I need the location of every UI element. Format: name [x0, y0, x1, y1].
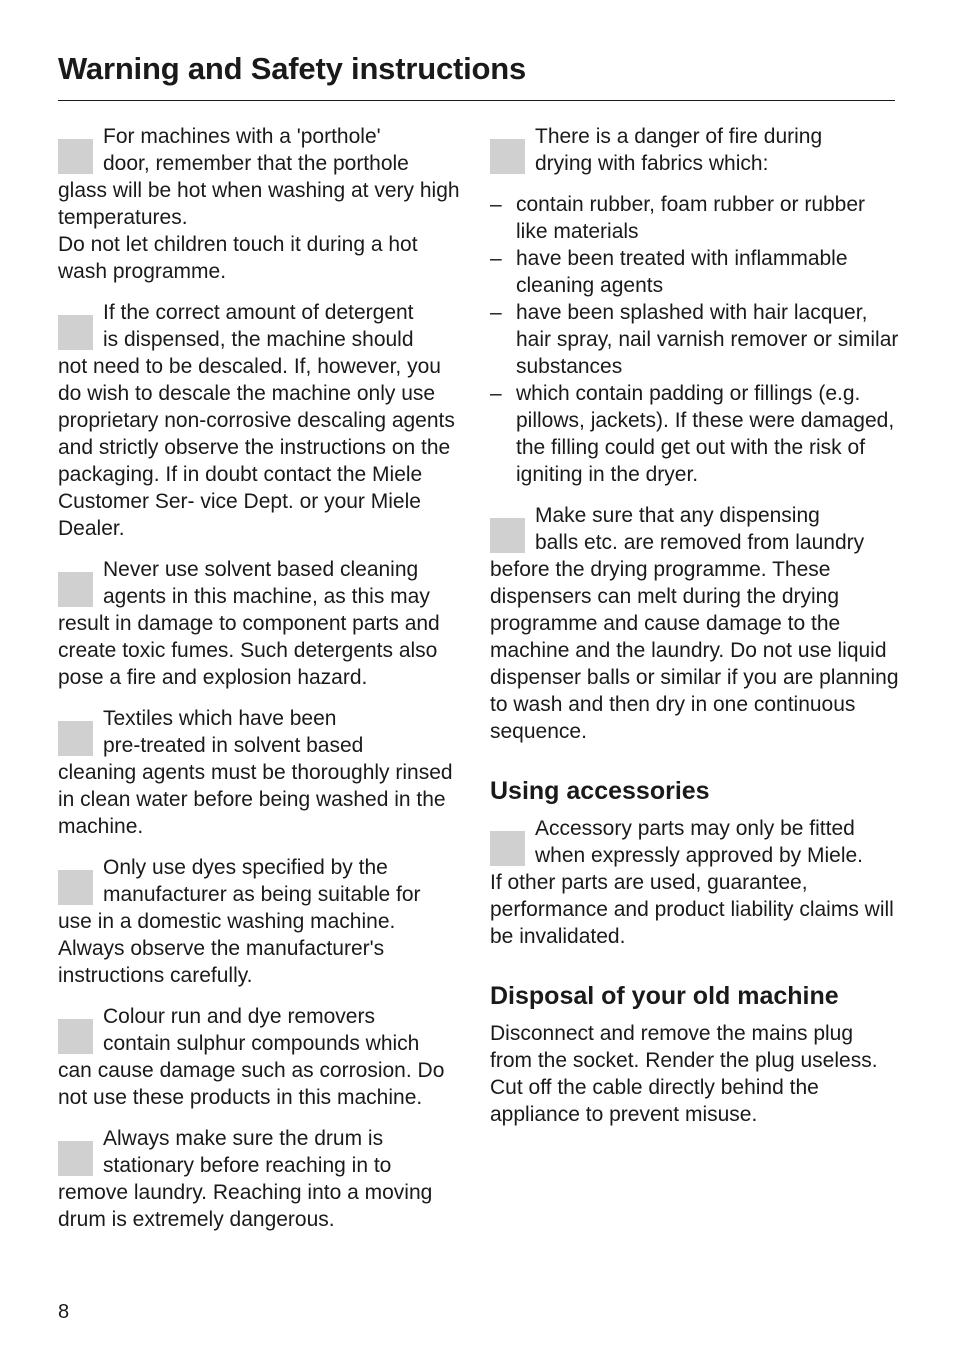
list-item-text: have been treated with inflammable cleaning agents: [516, 247, 848, 297]
warning-item-fire: [490, 123, 900, 177]
warning-item-porthole: [58, 123, 463, 285]
warning-text-line: Always make sure the drum is: [103, 1127, 384, 1150]
list-item-text: which contain padding or fillings (e.g. pillows, jackets). If these were damaged, the filling could get out with the risk of igniting in the dryer.: [516, 382, 895, 486]
warning-text: use in a domestic washing machine. Always observe the manufacturer's instructions carefully.: [58, 910, 396, 987]
warning-text: If other parts are used, guarantee, performance and product liability claims will be invalidated.: [490, 871, 894, 948]
list-item-text: have been splashed with hair lacquer, hair spray, nail varnish remover or similar substances: [516, 301, 899, 378]
warning-text: result in damage to component parts and create toxic fumes. Such detergents also pose a fire and explosion hazard.: [58, 612, 440, 689]
warning-text-line: Only use dyes specified by the: [103, 856, 388, 879]
page-number: 8: [58, 1301, 70, 1323]
warning-text: Do not let children touch it during a hot wash programme.: [58, 233, 418, 283]
warning-text-line: stationary before reaching in to: [103, 1154, 392, 1177]
list-item: [490, 380, 900, 488]
warning-item-dispensing-balls: [490, 502, 900, 745]
warning-item-solvent: [58, 556, 463, 691]
warning-text-line: drying with fabrics which:: [535, 152, 769, 175]
right-column: [490, 123, 900, 1128]
warning-square-icon: [58, 139, 93, 174]
warning-item-dye-removers: [58, 1003, 463, 1111]
section-heading-disposal: Disposal of your old machine: [490, 982, 839, 1010]
warning-text-line: agents in this machine, as this may: [103, 585, 430, 608]
dash-bullet: –: [490, 382, 502, 405]
warning-square-icon: [490, 831, 525, 866]
list-item: [490, 191, 900, 245]
warning-item-textiles: [58, 705, 463, 840]
warning-text-line: There is a danger of fire during: [535, 125, 823, 148]
title-divider: [58, 100, 895, 101]
warning-text: remove laundry. Reaching into a moving drum is extremely dangerous.: [58, 1181, 433, 1231]
dash-bullet: –: [490, 193, 502, 216]
warning-text: not need to be descaled. If, however, you do wish to descale the machine only use proprietary non-corrosive descaling agents and strictly observe the instructions on the packaging. If in doubt contact the Miele Customer Ser- vice Dept. or your Miele Dealer.: [58, 355, 455, 540]
warning-text-line: manufacturer as being suitable for: [103, 883, 421, 906]
warning-text-line: Make sure that any dispensing: [535, 504, 820, 527]
warning-square-icon: [58, 1019, 93, 1054]
left-column: [58, 123, 463, 1247]
warning-text: can cause damage such as corrosion. Do not use these products in this machine.: [58, 1059, 445, 1109]
warning-text-line: If the correct amount of detergent: [103, 301, 414, 324]
disposal-text: Disconnect and remove the mains plug from the socket. Render the plug useless. Cut off the cable directly behind the appliance to prevent misuse.: [490, 1022, 878, 1126]
warning-text-line: For machines with a 'porthole': [103, 125, 381, 148]
warning-item-drum: [58, 1125, 463, 1233]
warning-text-line: Textiles which have been: [103, 707, 337, 730]
list-item: [490, 245, 900, 299]
warning-item-dyes: [58, 854, 463, 989]
warning-square-icon: [58, 1141, 93, 1176]
fabric-risk-list: [490, 191, 900, 488]
warning-square-icon: [58, 572, 93, 607]
list-item: [490, 299, 900, 380]
warning-square-icon: [58, 315, 93, 350]
warning-square-icon: [58, 870, 93, 905]
warning-text-line: door, remember that the porthole: [103, 152, 409, 175]
warning-text: cleaning agents must be thoroughly rinsed in clean water before being washed in the machine.: [58, 761, 453, 838]
warning-text: before the drying programme. These dispensers can melt during the drying programme and cause damage to the machine and the laundry. Do not use liquid dispenser balls or similar if you are planning to wash and then dry in one continuous sequence.: [490, 558, 899, 743]
warning-square-icon: [58, 721, 93, 756]
warning-text-line: contain sulphur compounds which: [103, 1032, 420, 1055]
warning-text-line: Accessory parts may only be fitted: [535, 817, 855, 840]
page-title: Warning and Safety instructions: [58, 51, 527, 86]
warning-square-icon: [490, 518, 525, 553]
warning-item-descaling: [58, 299, 463, 542]
warning-text-line: pre-treated in solvent based: [103, 734, 364, 757]
warning-text-line: Colour run and dye removers: [103, 1005, 375, 1028]
list-item-text: contain rubber, foam rubber or rubber like materials: [516, 193, 866, 243]
warning-item-accessories: [490, 815, 900, 950]
section-heading-accessories: Using accessories: [490, 777, 710, 805]
warning-text-line: is dispensed, the machine should: [103, 328, 414, 351]
warning-text-line: when expressly approved by Miele.: [535, 844, 864, 867]
dash-bullet: –: [490, 247, 502, 270]
dash-bullet: –: [490, 301, 502, 324]
warning-text-line: Never use solvent based cleaning: [103, 558, 419, 581]
warning-text-line: balls etc. are removed from laundry: [535, 531, 865, 554]
warning-text: glass will be hot when washing at very high temperatures.: [58, 179, 460, 229]
warning-square-icon: [490, 139, 525, 174]
